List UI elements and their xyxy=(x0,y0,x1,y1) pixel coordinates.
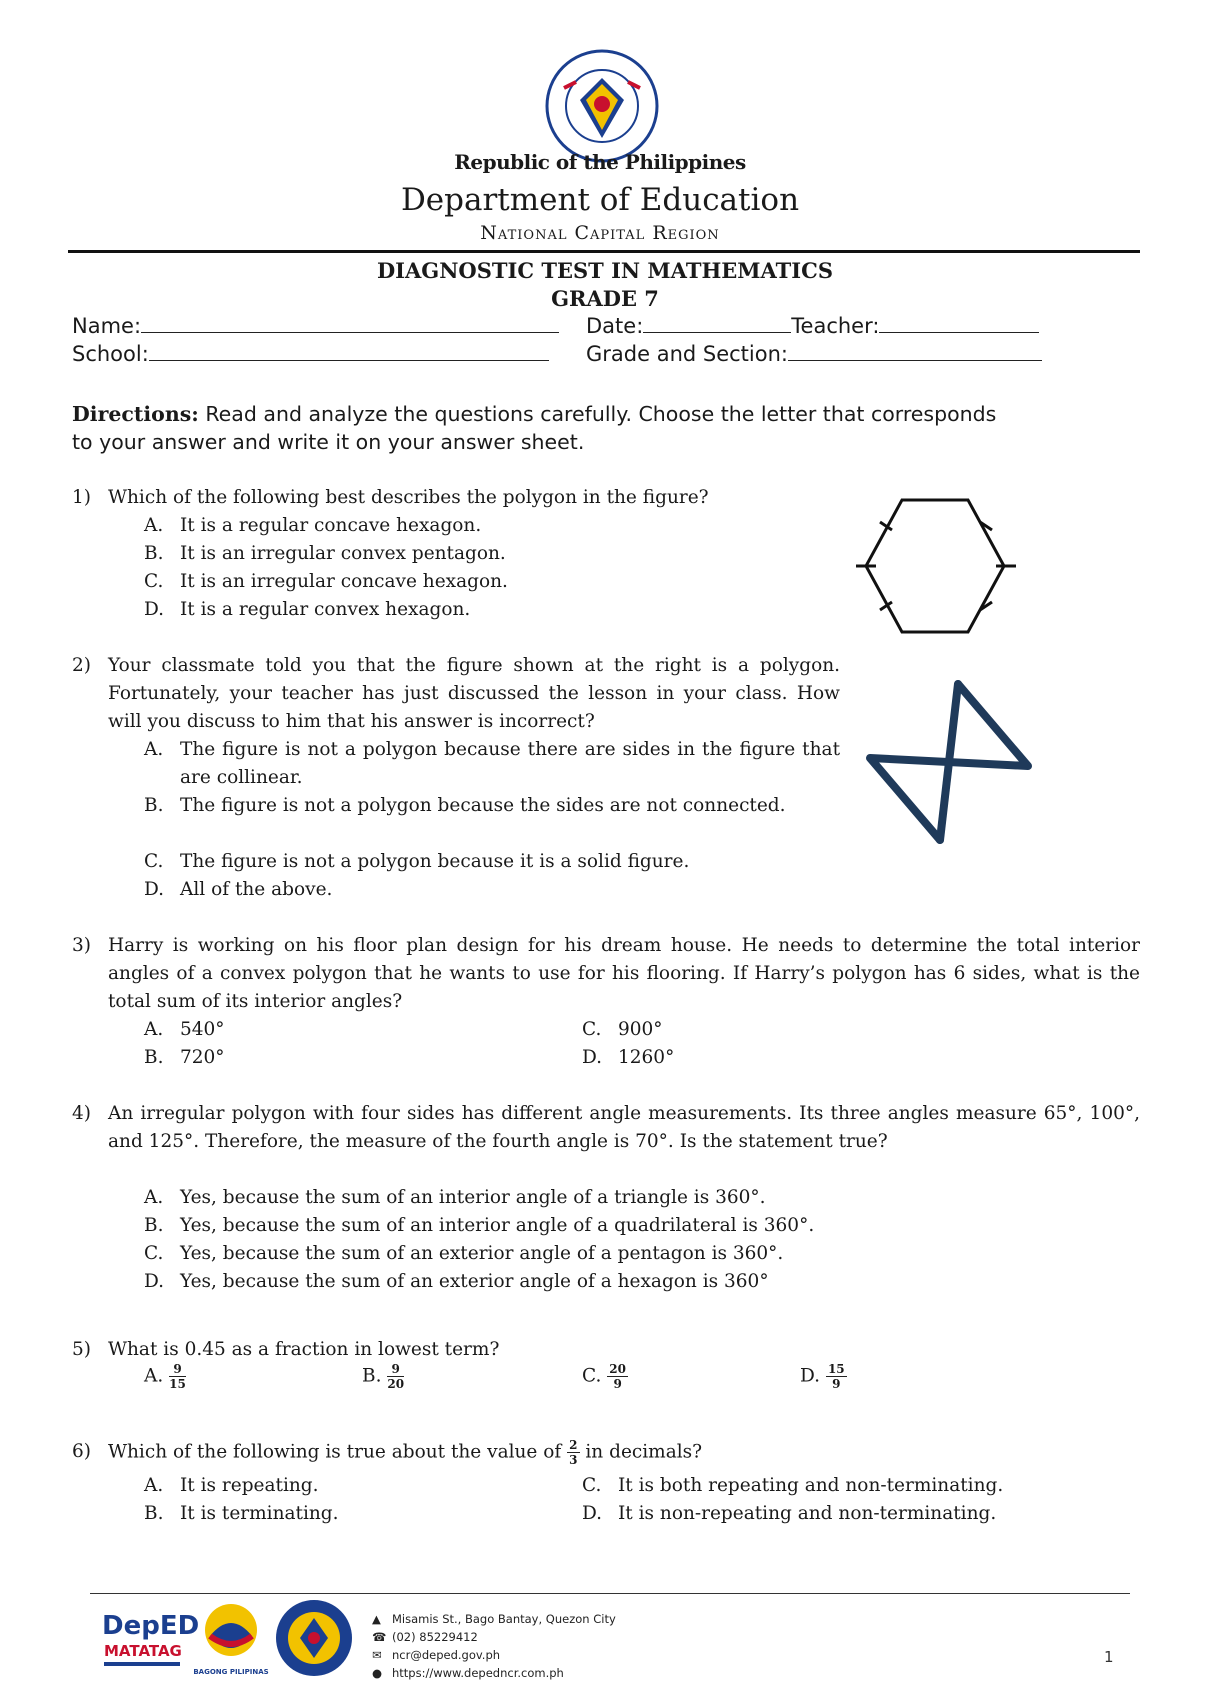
phone-icon: ☎ xyxy=(372,1630,387,1644)
grade-section-field[interactable]: Grade and Section: xyxy=(586,342,1042,366)
deped-ncr-seal-icon xyxy=(274,1598,354,1678)
question-4 xyxy=(72,1100,1140,1184)
fraction: $\frac{2}{3}$ xyxy=(569,1438,578,1467)
question-stem: Which of the following best describes the polygon in the figure? xyxy=(108,487,709,508)
q2-option-a-letter: A. xyxy=(144,739,164,760)
question-stem: Harry is working on his floor plan design for his dream house. He needs to determine the total interior angles of a convex polygon that he wants to use for his flooring. If Harry’s polygon has 6 sides, what is the total sum of its interior angles? xyxy=(108,935,1140,1012)
svg-text:MATATAG: MATATAG xyxy=(104,1642,182,1660)
q3-option-a[interactable]: A. 540° xyxy=(144,1019,225,1040)
q3-option-b[interactable]: B. 720° xyxy=(144,1047,225,1068)
svg-text:DepED: DepED xyxy=(102,1611,200,1641)
q6-option-c[interactable]: C. It is both repeating and non-terminating. xyxy=(582,1475,1004,1496)
svg-text:BAGONG PILIPINAS: BAGONG PILIPINAS xyxy=(193,1668,269,1676)
bagong-pilipinas-logo-icon xyxy=(193,1600,269,1680)
question-stem: Your classmate told you that the figure shown at the right is a polygon. Fortunately, your teacher has just discussed the lesson in your class. How will you discuss to him that his answer is incorrect? xyxy=(108,655,840,732)
fraction: $\frac{9}{20}$ xyxy=(387,1362,405,1391)
region-heading: National Capital Region xyxy=(480,222,720,244)
date-field[interactable]: Date: Teacher: xyxy=(586,314,1039,338)
q2-option-c[interactable]: C. The figure is not a polygon because it is a solid figure. xyxy=(144,851,690,872)
question-stem: Which of the following is true about the value of $\frac{2}{3}$ in decimals? xyxy=(108,1438,703,1467)
q2-option-b[interactable]: The figure is not a polygon because the sides are not connected. xyxy=(180,795,786,816)
q3-option-d[interactable]: D. 1260° xyxy=(582,1047,675,1068)
test-title: DIAGNOSTIC TEST IN MATHEMATICS xyxy=(376,258,834,283)
q1-option-d[interactable]: D. It is a regular convex hexagon. xyxy=(144,599,471,620)
deped-seal-icon xyxy=(544,48,660,164)
page-number: 1 xyxy=(1104,1648,1114,1666)
globe-icon: ● xyxy=(372,1666,383,1680)
q1-option-b[interactable]: B. It is an irregular convex pentagon. xyxy=(144,543,506,564)
bowtie-figure xyxy=(860,676,1040,856)
fraction: $\frac{20}{9}$ xyxy=(609,1362,626,1391)
question-number: 2) xyxy=(72,655,91,676)
footer-divider xyxy=(90,1593,1130,1594)
email-icon: ✉ xyxy=(372,1648,382,1662)
directions-label: Directions: xyxy=(72,402,199,426)
q1-option-a[interactable]: A. It is a regular concave hexagon. xyxy=(144,515,482,536)
phone-line: ☎ (02) 85229412 xyxy=(372,1630,478,1644)
department-heading: Department of Education xyxy=(400,182,800,218)
grade-title: GRADE 7 xyxy=(551,286,659,311)
teacher-label: Teacher: xyxy=(791,314,880,338)
q3-option-c[interactable]: C. 900° xyxy=(582,1019,663,1040)
header-divider xyxy=(68,250,1140,253)
q2-option-d[interactable]: D. All of the above. xyxy=(144,879,333,900)
email-line[interactable]: ✉ ncr@deped.gov.ph xyxy=(372,1648,501,1662)
building-icon: ▲ xyxy=(372,1612,381,1626)
q5-option-b[interactable]: B. $\frac{9}{20}$ xyxy=(362,1362,405,1391)
question-number: 6) xyxy=(72,1441,91,1462)
q4-option-b[interactable]: B. Yes, because the sum of an interior angle of a quadrilateral is 360°. xyxy=(144,1215,815,1236)
q4-option-a[interactable]: A. Yes, because the sum of an interior angle of a triangle is 360°. xyxy=(144,1187,766,1208)
fraction: $\frac{9}{15}$ xyxy=(169,1362,186,1391)
fraction: $\frac{15}{9}$ xyxy=(827,1362,845,1391)
q6-option-d[interactable]: D. It is non-repeating and non-terminating. xyxy=(582,1503,997,1524)
q2-option-a[interactable]: The figure is not a polygon because there are sides in the figure that are collinear. xyxy=(180,739,840,788)
q5-option-d[interactable]: D. $\frac{15}{9}$ xyxy=(800,1362,845,1391)
question-number: 5) xyxy=(72,1339,91,1360)
question-number: 4) xyxy=(72,1103,91,1124)
republic-heading: Republic of the Philippines xyxy=(454,150,746,174)
directions xyxy=(72,400,1012,456)
q4-option-d[interactable]: D. Yes, because the sum of an exterior angle of a hexagon is 360° xyxy=(144,1271,769,1292)
letterhead xyxy=(0,0,1200,262)
question-2 xyxy=(72,652,840,736)
regular-hexagon-figure xyxy=(852,494,1022,644)
question-3 xyxy=(72,932,1140,1016)
question-number: 1) xyxy=(72,487,91,508)
q6-option-a[interactable]: A. It is repeating. xyxy=(144,1475,319,1496)
question-number: 3) xyxy=(72,935,91,956)
q6-option-b[interactable]: B. It is terminating. xyxy=(144,1503,339,1524)
q2-option-b-letter: B. xyxy=(144,795,164,816)
deped-matatag-logo-icon xyxy=(98,1604,200,1676)
name-field[interactable]: Name: xyxy=(72,314,559,338)
contact-info xyxy=(372,1610,616,1682)
question-stem: What is 0.45 as a fraction in lowest term? xyxy=(108,1339,500,1360)
question-stem: An irregular polygon with four sides has different angle measurements. Its three angles measure 65°, 100°, and 125°. Therefore, the measure of the fourth angle is 70°. Is the statement true? xyxy=(108,1103,1140,1152)
address-line: ▲ Misamis St., Bago Bantay, Quezon City xyxy=(372,1612,616,1626)
website-line[interactable]: ● https://www.depedncr.com.ph xyxy=(372,1666,564,1680)
q5-option-a[interactable]: A. $\frac{9}{15}$ xyxy=(144,1362,186,1391)
school-field[interactable]: School: xyxy=(72,342,549,366)
directions-text: Read and analyze the questions carefully. Choose the letter that corresponds to your answer and write it on your answer sheet. xyxy=(72,402,997,454)
q5-option-c[interactable]: C. $\frac{20}{9}$ xyxy=(582,1362,626,1391)
q4-option-c[interactable]: C. Yes, because the sum of an exterior angle of a pentagon is 360°. xyxy=(144,1243,784,1264)
q1-option-c[interactable]: C. It is an irregular concave hexagon. xyxy=(144,571,508,592)
